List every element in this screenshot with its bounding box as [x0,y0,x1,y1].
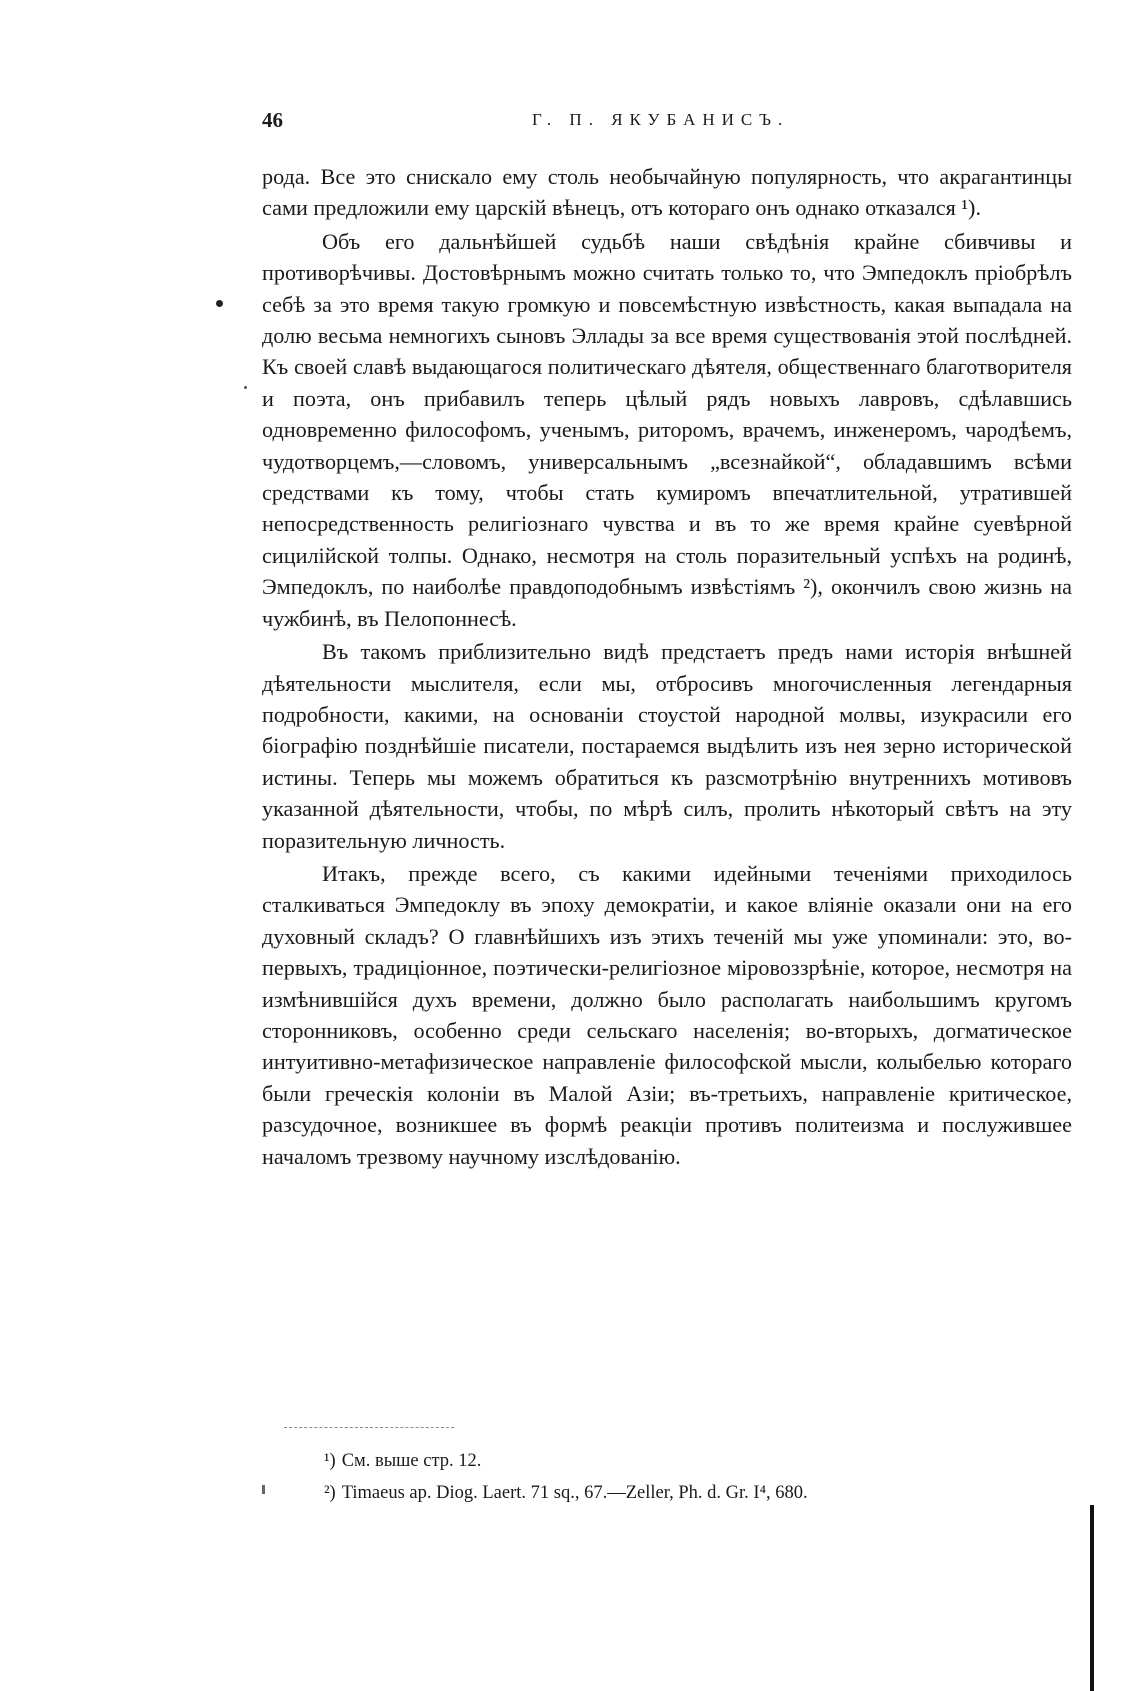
footnote-separator [284,1427,454,1428]
footnote-mark: ¹) [324,1451,336,1471]
footnote-mark: ²) [324,1483,336,1503]
paragraph-1: рода. Все это снискало ему столь необычайную популярность, что акрагантинцы сами предложили ему царскій вѣнецъ, отъ котораго онъ однако отказался ¹). [262,164,1072,221]
footnote-1 [324,1445,1024,1477]
paragraph-2: Объ его дальнѣйшей судьбѣ наши свѣдѣнія крайне сбивчивы и противорѣчивы. Достовѣрнымъ можно считать только то, что Эмпедоклъ пріобрѣлъ себѣ за это время такую громкую и повсемѣстную извѣстность, какая выпадала на долю весьма немногихъ сыновъ Эллады за все время существованія этой послѣдней. Къ своей славѣ выдающагося политическаго дѣятеля, общественнаго благотворителя и поэта, онъ прибавилъ теперь цѣлый рядъ новыхъ лавровъ, сдѣлавшись одновременно философомъ, ученымъ, риторомъ, врачемъ, инженеромъ, чародѣемъ, чудотворцемъ,—словомъ, универсальнымъ „всезнайкой“, обладавшимъ всѣми средствами къ тому, чтобы стать кумиромъ впечатлительной, утратившей непосредственность религіознаго чувства и въ то же время крайне суевѣрной сицилійской толпы. Однако, несмотря на столь поразительный успѣхъ на родинѣ, Эмпедоклъ, по наиболѣе правдоподобнымъ извѣстіямъ ²), окончилъ свою жизнь на чужбинѣ, въ Пелопоннесѣ. [262,228,1072,631]
margin-mark-tick [262,1485,265,1494]
running-title: Г. П. ЯКУБАНИСЪ. [532,110,790,129]
footnote-text: См. выше стр. 12. [341,1451,482,1471]
running-head [262,108,1072,142]
footnote-2 [324,1477,1024,1509]
body-text [262,161,1072,1172]
scan-edge-line [1090,1505,1094,1691]
paragraph-3: Въ такомъ приблизительно видѣ предстаетъ предъ нами исторія внѣшней дѣятельности мыслителя, если мы, отбросивъ многочисленныя легендарныя подробности, какими, на основаніи стоустой народной молвы, изукрасили его біографію позднѣйшіе писатели, постараемся выдѣлить изъ нея зерно исторической истины. Теперь мы можемъ обратиться къ разсмотрѣнію внутреннихъ мотивовъ указанной дѣятельности, чтобы, по мѣрѣ силъ, пролить нѣкоторый свѣтъ на эту поразительную личность. [262,639,1072,853]
footnote-text: Timaeus ap. Diog. Laert. 71 sq., 67.—Zeller, Ph. d. Gr. I⁴, 680. [341,1483,808,1503]
margin-mark-dot [216,300,223,307]
page-number: 46 [262,108,283,132]
paragraph-4: Итакъ, прежде всего, съ какими идейными теченіями приходилось сталкиваться Эмпедоклу въ эпоху демократіи, и какое вліяніе оказали они на его духовный складъ? О главнѣйшихъ изъ этихъ теченій мы уже упоминали: это, во-первыхъ, традиціонное, поэтически-религіозное міровоззрѣніе, которое, несмотря на измѣнившійся духъ времени, должно было располагать наибольшимъ кругомъ сторонниковъ, особенно среди сельскаго населенія; во-вторыхъ, догматическое интуитивно-метафизическое направленіе философской мысли, колыбелью котораго были греческія колоніи въ Малой Азіи; въ-третьихъ, направленіе критическое, разсудочное, возникшее въ формѣ реакціи противъ политеизма и послужившее началомъ трезвому научному изслѣдованію. [262,860,1072,1169]
margin-mark-speck [244,386,247,389]
footnotes [324,1445,1024,1509]
